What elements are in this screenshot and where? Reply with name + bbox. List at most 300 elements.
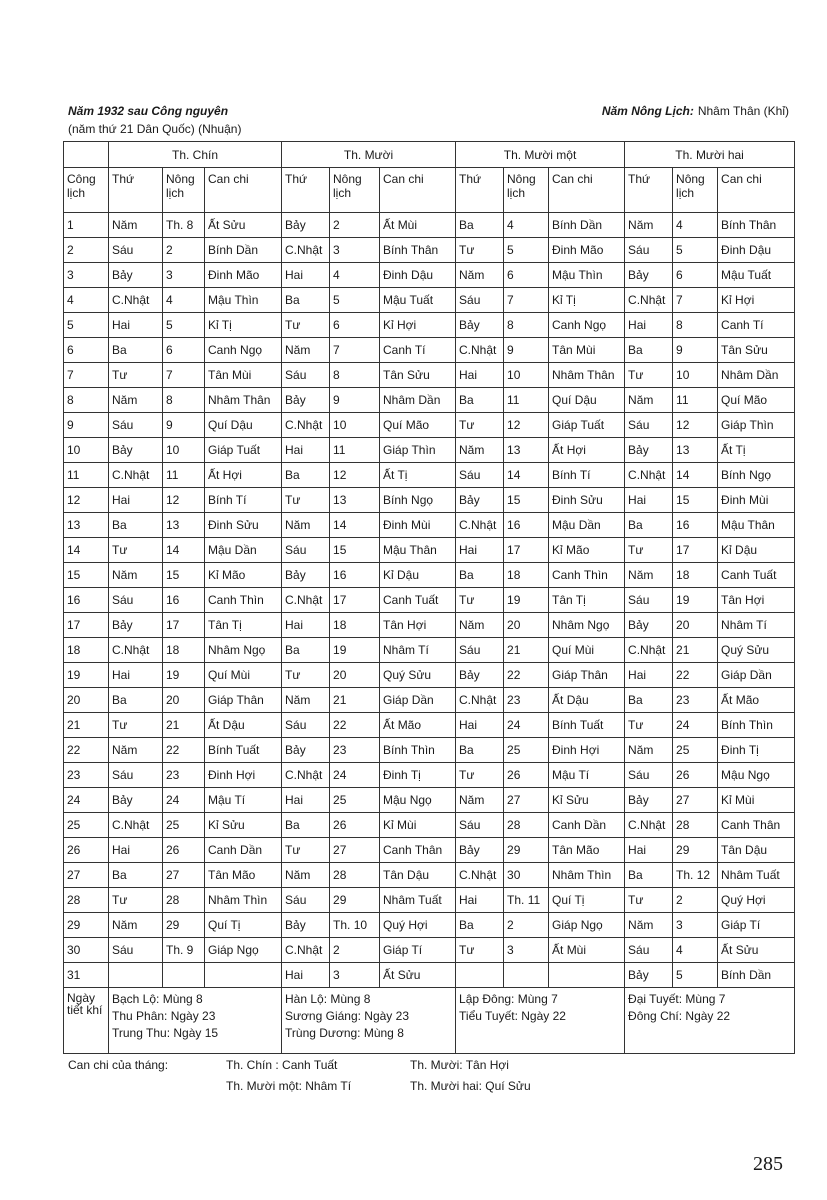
solar-day-cell: 31 [64, 963, 109, 988]
weekday-cell: Sáu [456, 638, 504, 663]
weekday-cell: Sáu [282, 713, 330, 738]
solar-day-cell: 27 [64, 863, 109, 888]
solar-terms-label: Ngày tiết khí [64, 988, 109, 1054]
canchi-cell: Tân Mùi [205, 363, 282, 388]
lunar-day-cell: 9 [330, 388, 380, 413]
weekday-cell: Sáu [282, 888, 330, 913]
lunar-day-cell: 3 [163, 263, 205, 288]
weekday-cell: Năm [625, 738, 673, 763]
canchi-cell: Quý Sửu [380, 663, 456, 688]
solar-day-cell: 15 [64, 563, 109, 588]
solar-terms-cell [456, 988, 625, 1054]
lunar-day-cell: 24 [163, 788, 205, 813]
canchi-cell: Canh Tí [380, 338, 456, 363]
solar-term-item: Bạch Lộ: Mùng 8 [112, 992, 203, 1006]
month-canchi-11: Th. Mười một: Nhâm Tí [226, 1079, 352, 1093]
canchi-cell: Kỉ Sửu [205, 813, 282, 838]
canchi-cell: Tân Dậu [718, 838, 795, 863]
lunar-day-cell: 19 [163, 663, 205, 688]
solar-year-title: Năm 1932 sau Công nguyên [68, 104, 229, 118]
weekday-cell: Bảy [282, 213, 330, 238]
weekday-cell: Ba [109, 338, 163, 363]
lunar-day-cell: 29 [163, 913, 205, 938]
canchi-cell: Canh Thìn [205, 588, 282, 613]
canchi-cell: Ất Hợi [549, 438, 625, 463]
weekday-cell: Bảy [456, 838, 504, 863]
weekday-cell: Hai [625, 663, 673, 688]
lunar-day-cell: 6 [673, 263, 718, 288]
canchi-cell: Mậu Ngọ [380, 788, 456, 813]
lunar-day-cell: 5 [673, 238, 718, 263]
solar-day-cell: 21 [64, 713, 109, 738]
lunar-day-cell: 14 [163, 538, 205, 563]
table-row [64, 688, 795, 713]
lunar-day-cell: 27 [673, 788, 718, 813]
lunar-day-cell: 6 [504, 263, 549, 288]
solar-term-item: Trung Thu: Ngày 15 [112, 1026, 219, 1040]
month-canchi-12: Th. Mười hai: Quí Sửu [410, 1079, 531, 1093]
weekday-cell: Sáu [456, 813, 504, 838]
canchi-cell: Bính Dần [549, 213, 625, 238]
lunar-day-cell: 18 [504, 563, 549, 588]
lunar-day-cell: 19 [673, 588, 718, 613]
weekday-cell: Ba [109, 863, 163, 888]
canchi-cell: Canh Dần [205, 838, 282, 863]
lunar-day-header: Nông lịch [504, 168, 549, 213]
table-row [64, 838, 795, 863]
weekday-cell: Năm [456, 788, 504, 813]
weekday-cell: Năm [625, 563, 673, 588]
lunar-day-cell: 18 [673, 563, 718, 588]
table-row [64, 663, 795, 688]
lunar-day-cell: 13 [330, 488, 380, 513]
canchi-cell: Kỉ Mão [549, 538, 625, 563]
lunar-day-cell: 2 [330, 938, 380, 963]
lunar-day-cell: 10 [330, 413, 380, 438]
lunar-day-cell: 10 [504, 363, 549, 388]
canchi-cell: Giáp Thìn [380, 438, 456, 463]
solar-day-cell: 3 [64, 263, 109, 288]
canchi-cell: Kỉ Hợi [380, 313, 456, 338]
lunar-day-cell: 2 [163, 238, 205, 263]
canchi-cell: Bính Tuất [205, 738, 282, 763]
canchi-cell: Tân Hợi [718, 588, 795, 613]
table-row [64, 963, 795, 988]
lunar-day-cell: 27 [163, 863, 205, 888]
canchi-cell: Bính Ngọ [718, 463, 795, 488]
weekday-cell: Sáu [109, 588, 163, 613]
canchi-cell: Quý Hợi [718, 888, 795, 913]
lunar-day-cell: 11 [673, 388, 718, 413]
weekday-header: Thứ [625, 168, 673, 213]
solar-term-item: Đại Tuyết: Mùng 7 [628, 992, 726, 1006]
lunar-day-cell: 5 [163, 313, 205, 338]
canchi-cell: Ất Tị [380, 463, 456, 488]
lunar-day-cell: 9 [163, 413, 205, 438]
lunar-day-cell: 29 [504, 838, 549, 863]
corner-cell [64, 142, 109, 168]
canchi-cell: Kỉ Mùi [380, 813, 456, 838]
canchi-cell: Tân Tị [549, 588, 625, 613]
canchi-cell: Bính Tí [205, 488, 282, 513]
canchi-cell: Tân Sửu [718, 338, 795, 363]
solar-term-item: Lập Đông: Mùng 7 [459, 992, 558, 1006]
canchi-cell: Nhâm Thìn [549, 863, 625, 888]
weekday-cell: Tư [625, 363, 673, 388]
canchi-cell: Nhâm Tuất [718, 863, 795, 888]
table-row [64, 563, 795, 588]
weekday-cell: Ba [282, 463, 330, 488]
canchi-cell: Kỉ Tị [549, 288, 625, 313]
solar-day-cell: 29 [64, 913, 109, 938]
canchi-cell: Canh Dần [549, 813, 625, 838]
solar-terms-cell [625, 988, 795, 1054]
solar-day-cell: 22 [64, 738, 109, 763]
weekday-cell: Ba [625, 513, 673, 538]
canchi-cell: Bính Dần [205, 238, 282, 263]
weekday-cell: Bảy [625, 438, 673, 463]
weekday-cell: C.Nhật [282, 238, 330, 263]
canchi-cell: Tân Hợi [380, 613, 456, 638]
lunar-day-cell: 27 [330, 838, 380, 863]
solar-day-cell: 25 [64, 813, 109, 838]
lunar-day-cell: 20 [673, 613, 718, 638]
canchi-cell: Giáp Ngọ [205, 938, 282, 963]
canchi-header: Can chi [718, 168, 795, 213]
weekday-cell: Bảy [282, 913, 330, 938]
lunar-day-cell: 17 [504, 538, 549, 563]
weekday-cell: Bảy [282, 563, 330, 588]
canchi-cell: Nhâm Tuất [380, 888, 456, 913]
table-row [64, 888, 795, 913]
canchi-cell: Quí Tị [205, 913, 282, 938]
weekday-cell: C.Nhật [456, 688, 504, 713]
canchi-cell [549, 963, 625, 988]
weekday-cell: Ba [282, 638, 330, 663]
canchi-cell: Đinh Mão [549, 238, 625, 263]
canchi-cell: Ất Mão [380, 713, 456, 738]
canchi-cell: Ất Mùi [549, 938, 625, 963]
weekday-cell: Bảy [625, 788, 673, 813]
lunar-day-cell: 11 [504, 388, 549, 413]
weekday-cell: Ba [282, 813, 330, 838]
canchi-cell: Bính Thân [380, 238, 456, 263]
weekday-cell: Tư [625, 713, 673, 738]
solar-term-item: Tiểu Tuyết: Ngày 22 [459, 1009, 566, 1023]
lunar-day-cell: 21 [504, 638, 549, 663]
lunar-day-cell: 4 [673, 213, 718, 238]
weekday-cell: Tư [456, 413, 504, 438]
lunar-day-cell: 29 [330, 888, 380, 913]
weekday-cell: C.Nhật [109, 638, 163, 663]
table-row [64, 288, 795, 313]
weekday-cell [109, 963, 163, 988]
canchi-cell: Tân Mùi [549, 338, 625, 363]
weekday-cell: Năm [456, 263, 504, 288]
lunar-day-cell: 28 [330, 863, 380, 888]
lunar-day-cell: 21 [163, 713, 205, 738]
lunar-day-cell: 6 [163, 338, 205, 363]
lunar-day-cell: 29 [673, 838, 718, 863]
weekday-cell: Sáu [456, 463, 504, 488]
lunar-day-cell: 12 [673, 413, 718, 438]
weekday-header: Thứ [109, 168, 163, 213]
canchi-cell: Nhâm Ngọ [549, 613, 625, 638]
weekday-cell: Bảy [456, 313, 504, 338]
calendar-body [64, 213, 795, 988]
table-row [64, 513, 795, 538]
canchi-cell: Ất Sửu [205, 213, 282, 238]
canchi-cell: Đinh Mão [205, 263, 282, 288]
lunar-day-cell: 28 [504, 813, 549, 838]
canchi-cell: Quí Dậu [205, 413, 282, 438]
weekday-cell: Hai [625, 313, 673, 338]
canchi-cell: Canh Ngọ [549, 313, 625, 338]
canchi-header: Can chi [205, 168, 282, 213]
weekday-cell: Bảy [625, 263, 673, 288]
solar-term-item: Trùng Dương: Mùng 8 [285, 1026, 404, 1040]
canchi-cell: Ất Dậu [205, 713, 282, 738]
table-row [64, 813, 795, 838]
republic-year-note: (năm thứ 21 Dân Quốc) (Nhuận) [68, 122, 242, 136]
canchi-cell: Đinh Dậu [718, 238, 795, 263]
lunar-day-cell: 18 [163, 638, 205, 663]
month-canchi-label: Can chi của tháng: [68, 1058, 169, 1072]
weekday-cell: Hai [109, 313, 163, 338]
canchi-cell: Quí Mão [718, 388, 795, 413]
weekday-cell [456, 963, 504, 988]
lunar-day-cell: 16 [330, 563, 380, 588]
lunar-day-cell: 12 [330, 463, 380, 488]
canchi-cell: Kỉ Mùi [718, 788, 795, 813]
weekday-cell: C.Nhật [625, 463, 673, 488]
table-row [64, 638, 795, 663]
weekday-cell: Tư [456, 238, 504, 263]
solar-terms-row [64, 988, 795, 1054]
weekday-cell: C.Nhật [109, 463, 163, 488]
weekday-cell: Bảy [625, 613, 673, 638]
canchi-cell: Giáp Thân [549, 663, 625, 688]
lunar-day-cell: 15 [330, 538, 380, 563]
table-row [64, 863, 795, 888]
lunar-day-cell: 13 [504, 438, 549, 463]
solar-day-cell: 4 [64, 288, 109, 313]
table-row [64, 238, 795, 263]
lunar-day-cell: 19 [330, 638, 380, 663]
table-row [64, 338, 795, 363]
solar-terms-cell [109, 988, 282, 1054]
lunar-day-cell: 26 [163, 838, 205, 863]
canchi-cell: Nhâm Tí [718, 613, 795, 638]
lunar-day-cell: 7 [163, 363, 205, 388]
lunar-day-cell: 24 [504, 713, 549, 738]
lunar-day-cell: 23 [673, 688, 718, 713]
lunar-day-cell: Th. 10 [330, 913, 380, 938]
solar-day-cell: 11 [64, 463, 109, 488]
month-header: Th. Mười [282, 142, 456, 168]
canchi-cell: Kỉ Hợi [718, 288, 795, 313]
weekday-cell: Năm [109, 213, 163, 238]
canchi-cell: Nhâm Thìn [205, 888, 282, 913]
lunar-day-cell: 8 [330, 363, 380, 388]
canchi-cell: Bính Thìn [380, 738, 456, 763]
solar-day-cell: 24 [64, 788, 109, 813]
canchi-cell: Kỉ Dậu [380, 563, 456, 588]
canchi-cell: Canh Tí [718, 313, 795, 338]
weekday-cell: Bảy [456, 663, 504, 688]
weekday-cell: C.Nhật [456, 513, 504, 538]
lunar-day-header: Nông lịch [330, 168, 380, 213]
weekday-cell: Hai [109, 838, 163, 863]
canchi-cell: Quí Mão [380, 413, 456, 438]
canchi-cell: Mậu Thân [718, 513, 795, 538]
lunar-day-cell: 9 [504, 338, 549, 363]
weekday-cell: Hai [282, 788, 330, 813]
weekday-cell: Năm [109, 913, 163, 938]
weekday-cell: Hai [109, 488, 163, 513]
weekday-cell: Tư [109, 888, 163, 913]
canchi-cell: Mậu Dần [205, 538, 282, 563]
lunar-day-cell: 6 [330, 313, 380, 338]
weekday-cell: C.Nhật [282, 588, 330, 613]
weekday-cell: Tư [282, 488, 330, 513]
lunar-year-value: Nhâm Thân (Khỉ) [697, 104, 789, 118]
canchi-cell: Mậu Ngọ [718, 763, 795, 788]
canchi-cell: Nhâm Thân [205, 388, 282, 413]
solar-term-item: Hàn Lộ: Mùng 8 [285, 992, 371, 1006]
table-row [64, 388, 795, 413]
canchi-cell: Giáp Thìn [718, 413, 795, 438]
canchi-cell: Mậu Thìn [205, 288, 282, 313]
weekday-cell: Hai [456, 363, 504, 388]
solar-day-cell: 13 [64, 513, 109, 538]
weekday-cell: C.Nhật [456, 863, 504, 888]
solar-terms-cell [282, 988, 456, 1054]
lunar-day-cell: 20 [504, 613, 549, 638]
lunar-day-cell: 15 [163, 563, 205, 588]
lunar-day-cell: 25 [504, 738, 549, 763]
canchi-cell: Canh Tuất [718, 563, 795, 588]
lunar-day-cell: 3 [330, 238, 380, 263]
weekday-cell: C.Nhật [456, 338, 504, 363]
solar-day-cell: 9 [64, 413, 109, 438]
lunar-day-cell: 27 [504, 788, 549, 813]
solar-term-item: Đông Chí: Ngày 22 [628, 1009, 731, 1023]
solar-term-item: Sương Giáng: Ngày 23 [285, 1009, 409, 1023]
page-number: 285 [753, 1153, 783, 1175]
canchi-cell: Đinh Tị [380, 763, 456, 788]
canchi-cell: Nhâm Tí [380, 638, 456, 663]
weekday-cell: Năm [109, 388, 163, 413]
lunar-day-cell: 26 [330, 813, 380, 838]
canchi-cell: Mậu Tí [549, 763, 625, 788]
canchi-cell: Nhâm Dần [718, 363, 795, 388]
lunar-day-cell: 7 [673, 288, 718, 313]
canchi-cell: Đinh Hợi [549, 738, 625, 763]
weekday-cell: Bảy [109, 263, 163, 288]
weekday-cell: Tư [109, 713, 163, 738]
lunar-day-cell: 22 [330, 713, 380, 738]
solar-day-cell: 16 [64, 588, 109, 613]
weekday-cell: Ba [456, 738, 504, 763]
canchi-cell: Canh Tuất [380, 588, 456, 613]
table-row [64, 213, 795, 238]
weekday-cell: Sáu [625, 938, 673, 963]
weekday-cell: Năm [109, 738, 163, 763]
weekday-cell: Năm [282, 513, 330, 538]
weekday-cell: Tư [109, 538, 163, 563]
weekday-cell: Tư [282, 313, 330, 338]
canchi-cell: Quí Tị [549, 888, 625, 913]
lunar-day-cell: 13 [163, 513, 205, 538]
lunar-day-cell: 7 [330, 338, 380, 363]
weekday-cell: Bảy [109, 438, 163, 463]
table-row [64, 263, 795, 288]
solar-day-cell: 20 [64, 688, 109, 713]
lunar-day-cell: Th. 9 [163, 938, 205, 963]
solar-day-cell: 1 [64, 213, 109, 238]
canchi-cell: Mậu Thìn [549, 263, 625, 288]
canchi-cell: Mậu Thân [380, 538, 456, 563]
lunar-day-cell: 12 [504, 413, 549, 438]
lunar-day-cell: 14 [330, 513, 380, 538]
weekday-cell: Sáu [109, 238, 163, 263]
canchi-cell: Giáp Thân [205, 688, 282, 713]
lunar-day-cell: 25 [163, 813, 205, 838]
weekday-cell: Sáu [625, 413, 673, 438]
solar-day-cell: 6 [64, 338, 109, 363]
canchi-cell: Mậu Dần [549, 513, 625, 538]
weekday-cell: Sáu [109, 938, 163, 963]
canchi-cell: Ất Tị [718, 438, 795, 463]
canchi-header: Can chi [549, 168, 625, 213]
canchi-cell: Canh Thân [718, 813, 795, 838]
canchi-cell: Quí Mùi [549, 638, 625, 663]
month-header-row [64, 142, 795, 168]
lunar-year-title [602, 104, 789, 118]
lunar-day-cell: 14 [504, 463, 549, 488]
lunar-day-cell: 10 [673, 363, 718, 388]
table-row [64, 613, 795, 638]
lunar-day-cell: 24 [330, 763, 380, 788]
weekday-cell: Năm [282, 863, 330, 888]
table-row [64, 763, 795, 788]
weekday-header: Thứ [456, 168, 504, 213]
weekday-cell: Hai [282, 263, 330, 288]
solar-day-cell: 5 [64, 313, 109, 338]
lunar-day-cell: 4 [673, 938, 718, 963]
weekday-cell: C.Nhật [625, 813, 673, 838]
canchi-cell: Giáp Tuất [205, 438, 282, 463]
weekday-header: Thứ [282, 168, 330, 213]
solar-day-cell: 2 [64, 238, 109, 263]
lunar-day-cell: 16 [504, 513, 549, 538]
lunar-year-label: Năm Nông Lịch: [601, 104, 694, 118]
canchi-cell: Quý Sửu [718, 638, 795, 663]
canchi-cell: Kỉ Sửu [549, 788, 625, 813]
solar-day-header: Công lịch [64, 168, 109, 213]
month-canchi-9: Th. Chín : Canh Tuất [226, 1058, 338, 1072]
canchi-cell: Ất Sửu [718, 938, 795, 963]
canchi-cell: Tân Sửu [380, 363, 456, 388]
lunar-day-cell: 8 [673, 313, 718, 338]
weekday-cell: Năm [625, 213, 673, 238]
canchi-cell [205, 963, 282, 988]
weekday-cell: Ba [625, 338, 673, 363]
solar-day-cell: 30 [64, 938, 109, 963]
lunar-day-cell: 22 [673, 663, 718, 688]
canchi-cell: Bính Thìn [718, 713, 795, 738]
